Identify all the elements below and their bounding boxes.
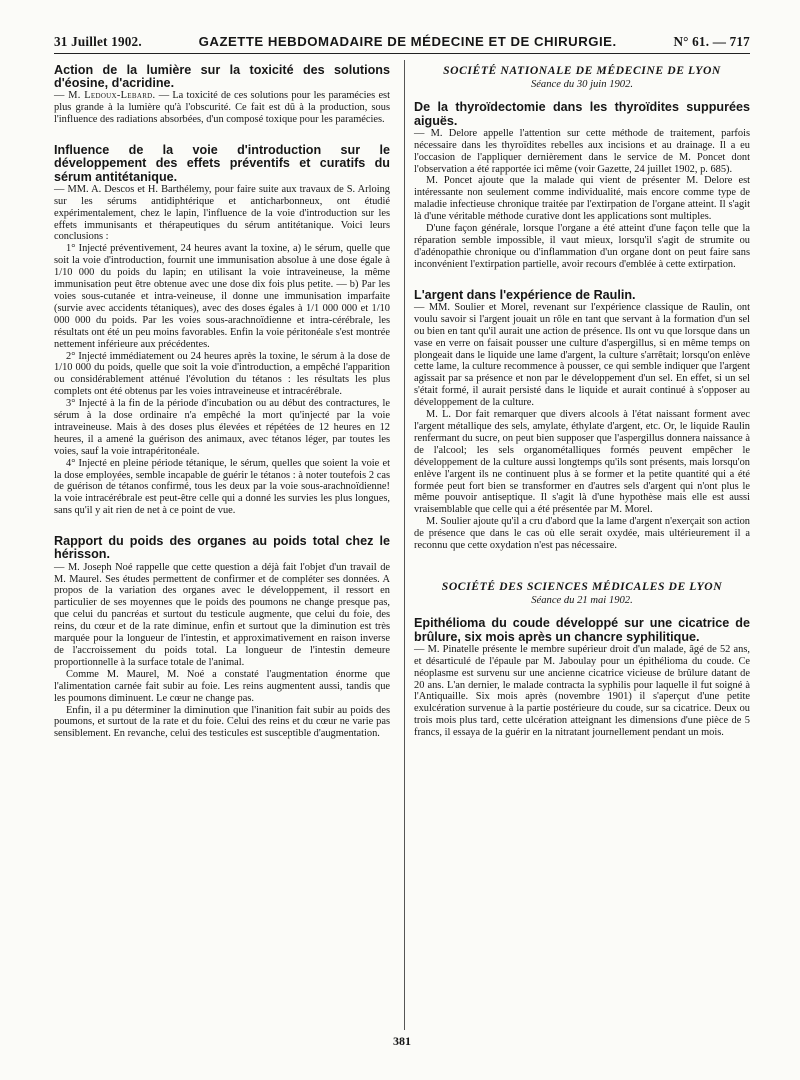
paragraph: 3° Injecté à la fin de la période d'incubation ou au début des contractures, le sérum à la dose ordinaire n'a empêché la mort qu'injecté par la voie intraveineuse. Mais à des doses plus élevées et répétées de 12 heures en 12 heures, il a amené la guérison des animaux, avec tétanos léger, par toutes les voies, sauf la voie intrapéritonéale.: [54, 398, 390, 457]
page-number: 381: [393, 1034, 411, 1048]
paragraph: M. Poncet ajoute que la malade qui vient de présenter M. Delore est intéressante non seulement comme individualité, mais encore comme type de maladie infectieuse chronique traitée par l'extirpation de l'organe atteint. Il s'agit là d'une véritable méthode curative dont les applications sont multiples.: [414, 175, 750, 223]
paragraph: D'une façon générale, lorsque l'organe a été atteint d'une façon telle que la réparation semble impossible, il vaut mieux, lorsqu'il s'agit de strumite ou d'adénopathie chronique ou d'inflammation d'un organe dont on peut faire sans inconvénient l'extirpation partielle, avoir recours d'emblée à cette extirpation.: [414, 223, 750, 270]
paragraph: — MM. Soulier et Morel, revenant sur l'expérience classique de Raulin, ont voulu savoir si l'argent jouait un rôle en tant que servant à la formation d'un sel ou bien en tant qu'il aurait une action de présence. Ils ont vu que lorsque dans un vase en verre on faisait pousser une culture d'aspergillus, si en même temps on plongeait dans le liquide une lame d'argent, la culture s'arrêtait; lorsqu'on enlève cette lame, la culture recommence à pousser, ce qui semble indiquer que l'argent agissait par sa présence et non par le développement d'un sel. En effet, si un sel s'était formé, il aurait persisté dans le liquide et aurait continué à s'opposer au développement de la culture.: [414, 301, 750, 409]
article-title-serum: Influence de la voie d'introduction sur le développement des effets préventifs et curatifs du sérum antitétanique.: [54, 143, 390, 184]
paragraph: — MM. A. Descos et H. Barthélemy, pour faire suite aux travaux de S. Arloing sur les sérums antidiphtérique et anticharbonneux, ont étudié expérimentalement, chez le lapin, l'influence de la voie d'introduction sur les effets immunisants et thérapeutiques du sérum antitétanique. Voici leurs conclusions :: [54, 183, 390, 243]
spacer: [54, 517, 390, 531]
paragraph: — M. Delore appelle l'attention sur cette méthode de traitement, parfois nécessaire dans les thyroïdites rebelles aux incisions et au drainage. Il a eu l'occasion de l'appliquer dernièrement dans le service de M. Poncet dont l'observation a été rapportée ici même (voir Gazette, 24 juillet 1902, p. 685).: [414, 127, 750, 175]
author: — M. Ledoux-Lebard.: [54, 90, 156, 102]
session-date: Séance du 21 mai 1902.: [531, 595, 633, 607]
society-heading: SOCIÉTÉ DES SCIENCES MÉDICALES DE LYON: [441, 579, 723, 593]
spacer: [54, 126, 390, 140]
article-title-light-toxicity: Action de la lumière sur la toxicité des solutions d'éosine, d'acridine.: [54, 63, 390, 91]
article-title-herisson: Rapport du poids des organes au poids total chez le hérisson.: [54, 534, 390, 562]
left-column: [54, 60, 390, 740]
article-title-epithelioma: Epithélioma du coude développé sur une cicatrice de brûlure, six mois après un chancre syphilitique.: [414, 616, 750, 644]
article-title-argent: L'argent dans l'expérience de Raulin.: [414, 287, 636, 302]
paragraph: Enfin, il a pu déterminer la diminution que l'inanition fait subir au poids des poumons, et surtout de la rate et du foie. Celui des reins et du cœur ne varie pas sensiblement. En revanche, celui des testicules est susceptible d'augmentation.: [54, 704, 390, 740]
paragraph: M. L. Dor fait remarquer que divers alcools à l'état naissant forment avec l'argent métallique des sels, amylate, éthylate d'argent, etc. Or, le liquide Raulin renfermant du sucre, on peut bien supposer que l'aspergillus donnera naissance à de l'alcool; les sels organométalliques formés peuvent empêcher le développement de la culture aussi longtemps qu'ils sont présents, mais lorsqu'on enlève l'argent ils ne continuent plus à se former et la petite quantité qui a été formée peut fort bien se transformer en d'autres sels d'argent qui n'ont plus le même pouvoir antiseptique. Il s'agit là d'une hypothèse mais elle est aussi vraisemblable que celle qui a été présentée par M. Morel.: [414, 409, 750, 516]
journal-title: GAZETTE HEBDOMADAIRE DE MÉDECINE ET DE CHIRURGIE.: [198, 34, 617, 49]
newspaper-page: [54, 34, 750, 1048]
paragraph: — M. Pinatelle présente le membre supérieur droit d'un malade, âgé de 52 ans, et désarticulé de l'épaule par M. Jaboulay pour un épithélioma du coude. Ce néoplasme est survenu sur une ancienne cicatrice vicieuse de brûlure datant de 20 ans. L'an dernier, le malade contracta la syphilis pour laquelle il fut soigné à l'Antiquaille. Six mois après (novembre 1901) il s'aperçut d'une petite exulcération survenue à la partie postérieure du coude, sur sa cicatrice. Deux ou trois mois plus tard, cette ulcération atteignant les dimensions d'une pièce de 5 francs, il essaya de la guérir en la nitratant journellement pendant un mois.: [414, 643, 750, 739]
running-header: [54, 34, 750, 54]
paragraph: Comme M. Maurel, M. Noé a constaté l'augmentation énorme que l'alimentation carnée fait subir au foie. Les reins augmentent aussi, tandis que les poumons diminuent. Le cœur ne change pas.: [54, 668, 390, 704]
society-heading: SOCIÉTÉ NATIONALE DE MÉDECINE DE LYON: [443, 64, 721, 77]
paragraph: — M. Joseph Noé rappelle que cette question a déjà fait l'objet d'un travail de M. Maurel. Ses études permettent de confirmer et de compléter ses données. A propos de la variation des organes avec le développement, il ressort en particulier de ses moyennes que le poids des poumons ne change presque pas, que celui du pancréas et surtout du testicule augmente, que celui du foie, des reins, du cœur et de la rate diminue, enfin et surtout que la diminution est très marquée pour la longueur de l'intestin, et approximativement en raison inverse de l'accroissement du poids total. La longueur de l'intestin demeure proportionnelle à la surface totale de l'animal.: [54, 561, 390, 668]
spacer: [414, 271, 750, 285]
issue-date: 31 Juillet 1902.: [54, 34, 142, 49]
paragraph: 2° Injecté immédiatement ou 24 heures après la toxine, le sérum à la dose de 1/10 000 du poids, quelle que soit la voie d'introduction, a empêché l'apparition ou considérablement atténué l'évolution du tétanos : les résultats les plus complets ont été obtenus par les voies intraveineuse et intracérébrale.: [54, 350, 390, 398]
paragraph: 1° Injecté préventivement, 24 heures avant la toxine, a) le sérum, quelle que soit la voie d'introduction, fournit une immunisation absolue à une dose égale à 1/10 000 du poids du lapin; en utilisant la voie intraveineuse, la même immunisation peut être obtenue avec une dose dix fois plus petite. — b) Par les voies sous-cutanée et intra-veineuse, il donne une immunisation imparfaite (survie avec accidents tétaniques), avec des doses égales à 1/1 000 000 et 1/10 000 000 du poids. Par les voies sous-arachnoïdienne et intra-cérébrale, les résultats ont été un peu moins favorables. Enfin la voie péritonéale s'est montrée nettement inférieure aux précédentes.: [54, 243, 390, 350]
article-body: — M. Ledoux-Lebard. — La toxicité de ces solutions pour les paramécies est plus grande à la lumière qu'à l'obscurité. Ce fait est dû à la production, sous l'influence des radiations absorbées, d'un composé toxique pour les paramécies.: [54, 90, 390, 126]
issue-number: N° 61. — 717: [673, 34, 750, 49]
session-date: Séance du 30 juin 1902.: [530, 79, 634, 91]
paragraph: 4° Injecté en pleine période tétanique, le sérum, quelles que soient la voie et la dose employées, semble incapable de guérir le tétanos : à noter toutefois 2 cas de guérison de tétanos confirmé, tous les deux par la voie sous-arachnoïdienne! la voie intracérébrale est peut-être celle qui a donné les survies les plus longues, sans qu'il y ait rien de net à ce point de vue.: [54, 457, 390, 517]
right-column: [414, 60, 750, 740]
column-divider: [404, 60, 405, 1030]
paragraph: M. Soulier ajoute qu'il a cru d'abord que la lame d'argent n'exerçait son action de présence que dans le cas où elle serait oxydée, mais ultérieurement il a reconnu que cette oxydation n'est pas nécessaire.: [414, 516, 750, 552]
columns: [54, 60, 750, 740]
article-title-thyroidectomie: De la thyroïdectomie dans les thyroïdites suppurées aiguës.: [414, 100, 750, 128]
spacer: [414, 552, 750, 576]
